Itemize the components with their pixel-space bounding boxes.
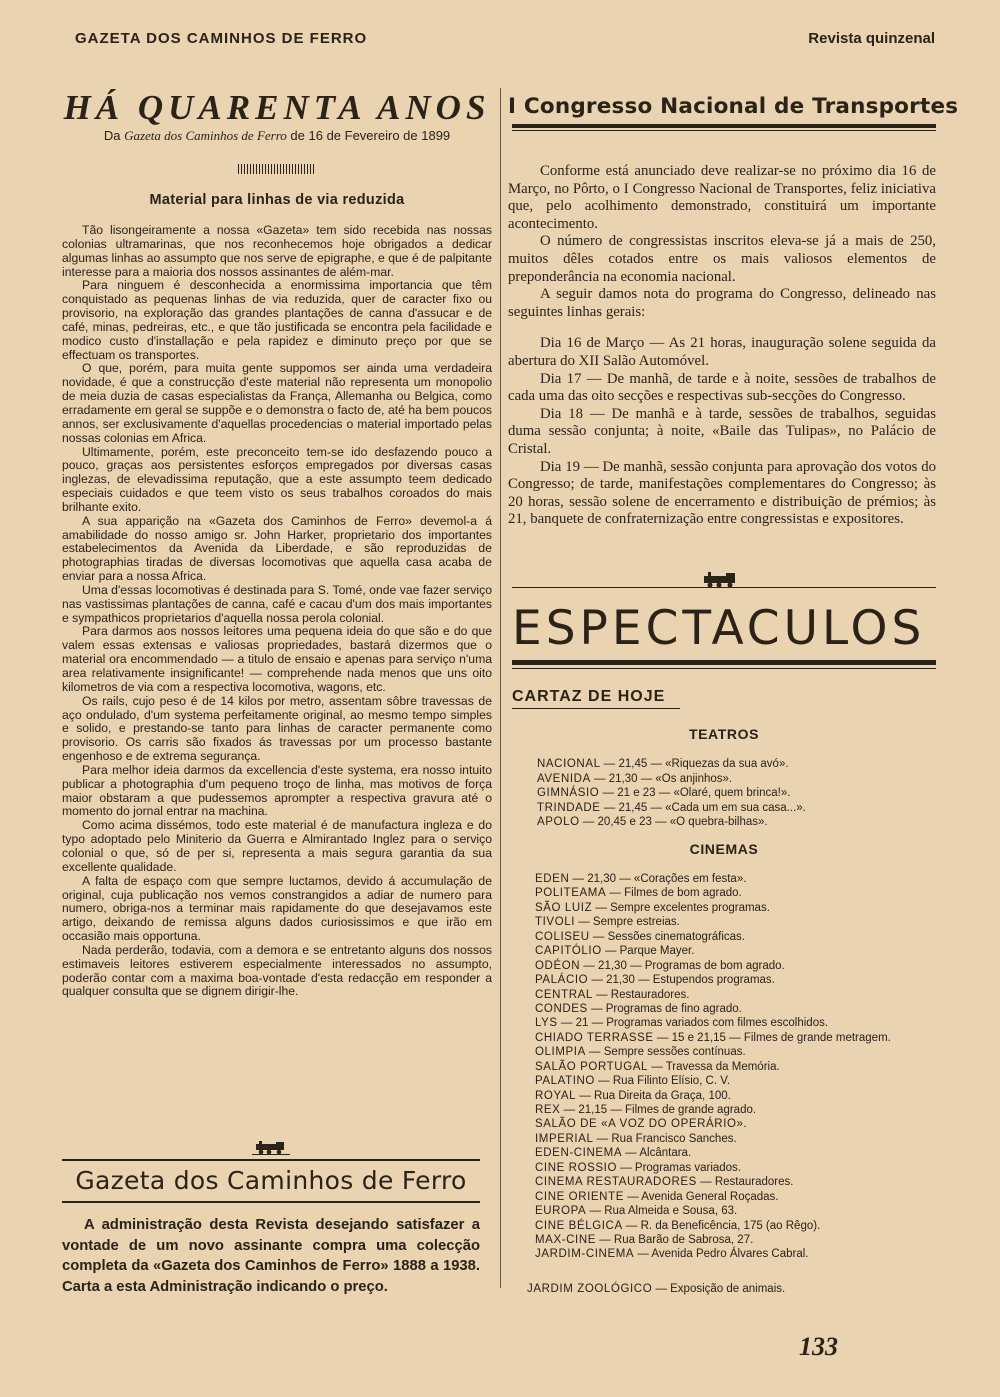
article-paragraph: Os rails, cujo peso é de 14 kilos por metro, assentam sôbre travessas de aço ondulado, d'um systema perfeitamente original, ao mesmo tempo simples e solido, e prestando-se tanto para linhas de caracter permanente como provisorio. Os carris são fixados ás travessas por um processo bastante engenhoso e de extrema segurança. xyxy=(62,693,492,764)
journal-name: GAZETA DOS CAMINHOS DE FERRO xyxy=(75,30,368,47)
venue-info: — 21,30 — «Corações em festa». xyxy=(569,873,747,885)
congress-paragraph: Conforme está anunciado deve realizar-se no próximo dia 16 de Março, no Pôrto, o I Congresso Nacional de Transportes, feliz iniciativa que, pelo acolhimento demonstrado, constituirá um importante acontecimento. xyxy=(508,163,936,232)
congress-paragraph: O número de congressistas inscritos eleva-se já a mais de 250, muitos dêles cotados entre os mais valiosos elementos de preponderância na economia nacional. xyxy=(508,233,936,285)
listing-row xyxy=(535,1219,891,1233)
listing-row xyxy=(535,886,891,900)
spectacles-top-rule xyxy=(512,587,936,588)
cartaz-rule xyxy=(512,708,680,709)
listing-row xyxy=(535,973,891,987)
venue-info: — Rua Barão de Sabrosa, 27. xyxy=(596,1233,754,1246)
venue-name: CINE ORIENTE xyxy=(535,1190,624,1203)
listing-row xyxy=(535,1074,891,1088)
running-header xyxy=(75,30,935,52)
venue-name: NACIONAL xyxy=(537,758,601,770)
venue-name: ROYAL xyxy=(535,1089,577,1102)
cartaz-wrap xyxy=(512,688,940,706)
venue-name: PALÁCIO xyxy=(535,974,589,987)
listing-row xyxy=(535,1031,891,1045)
venue-name: EUROPA xyxy=(535,1205,587,1218)
venue-info: — 21 e 23 — «Olaré, quem brinca!». xyxy=(599,787,791,800)
venue-info: — Rua Francisco Sanches. xyxy=(593,1132,737,1145)
venue-info: — Avenida Pedro Álvares Cabral. xyxy=(634,1248,809,1261)
listing-row xyxy=(535,944,891,958)
venue-name: ODÉON xyxy=(535,959,581,972)
program-item: Dia 16 de Março — As 21 horas, inauguração solene seguida da abertura do XII Salão Automóvel. xyxy=(508,335,936,369)
venue-info: — Restauradores. xyxy=(696,1176,794,1189)
notice-paragraph: A administração desta Revista desejando satisfazer a vontade de um novo assinante compra uma colecção completa da «Gazeta dos Caminhos de Ferro» 1888 a 1938. Carta a esta Administração indicando o preço. xyxy=(62,1217,480,1295)
venue-info: — 20,45 e 23 — «O quebra-bilhas». xyxy=(579,816,768,829)
listing-row xyxy=(535,1016,891,1030)
article-paragraph: Para darmos aos nossos leitores uma pequena ideia do que são e do que valem essas extensas e valiosas propriedades, bastará dizermos que o material ora encommendado — a titulo de ensaio e apenas para serviço n'uma area relativamente insignificante! — comprehende nada menos que uns oito kilometros de via com a respectiva locomotiva, wagons, etc. xyxy=(62,624,492,694)
listing-row xyxy=(537,801,806,816)
venue-name: CENTRAL xyxy=(535,988,593,1001)
venue-info: — Sempre excelentes programas. xyxy=(592,901,770,914)
locomotive-ornament-left xyxy=(252,1141,290,1155)
venue-info: — R. da Beneficência, 175 (ao Rêgo). xyxy=(622,1219,821,1232)
source-prefix: Da xyxy=(103,128,125,143)
listing-row xyxy=(535,1045,891,1059)
venue-info: — Rua Direita da Graça, 100. xyxy=(576,1089,731,1102)
venue-info: — 21 — Programas variados com filmes escolhidos. xyxy=(557,1017,829,1030)
venue-name: OLIMPIA xyxy=(535,1046,586,1059)
congress-title-rule xyxy=(512,124,936,128)
congress-body xyxy=(508,163,936,529)
venue-info: — Rua Filinto Elísio, C. V. xyxy=(594,1075,731,1088)
listing-row xyxy=(535,1089,891,1103)
notice-title: Gazeta dos Caminhos de Ferro xyxy=(75,1166,467,1195)
page-number: 133 xyxy=(799,1332,838,1361)
venue-name: CINE ROSSIO xyxy=(535,1161,618,1174)
venue-name: EDEN xyxy=(535,873,570,885)
venue-info: — Programas variados. xyxy=(617,1161,742,1174)
cinemas-heading: CINEMAS xyxy=(689,841,759,857)
zoo-name: JARDIM ZOOLÓGICO xyxy=(527,1283,653,1295)
venue-info: — Sempre sessões contínuas. xyxy=(585,1046,746,1059)
congress-title: I Congresso Nacional de Transportes xyxy=(508,94,959,119)
periodicity: Revista quinzenal xyxy=(808,30,935,47)
article-body xyxy=(62,224,492,999)
venue-info: — Avenida General Roçadas. xyxy=(624,1190,779,1203)
spectacles-rule-thin xyxy=(512,668,936,669)
listing-row xyxy=(535,1204,891,1218)
venue-info: — Sempre estreias. xyxy=(575,916,680,929)
article-paragraph: Para ninguem é desconhecida a enormissima importancia que têm conquistado as pequenas linhas de via reduzida, quer de caracter fixo ou provisorio, na exploração das grandes plantações de canna d'assucar e de café, minas, pedreiras, etc., e que tão justificada se encontra pela facilidade e modico custo d'installação e pela rapidez e diminuto preço por que se effectuam os transportes. xyxy=(62,278,492,362)
article-paragraph: Como acima dissémos, todo este material é de manufactura ingleza e do typo adoptado pelo Miniterio da Guerra e Almirantado Inglez para o serviço colonial o que, só de per si, representa a mais segura garantia da sua excellente qualidade. xyxy=(62,818,492,874)
spectacles-title: ESPECTACULOS xyxy=(512,601,926,656)
venue-name: IMPERIAL xyxy=(535,1132,594,1145)
program-item: Dia 19 — De manhã, sessão conjunta para aprovação dos votos do Congresso; de tarde, manifestações complementares do Congresso; às 20 horas, sessão solene de encerramento e distribuição de prémios; às 21, banquete de confraternização entre congressistas e expositores. xyxy=(508,458,936,528)
venue-name: GIMNÁSIO xyxy=(537,787,600,800)
listing-row xyxy=(537,815,806,830)
listing-row xyxy=(535,1132,891,1146)
notice-title-rule xyxy=(62,1201,480,1203)
venue-name: SÃO LUIZ xyxy=(535,901,593,914)
article-paragraph: Para melhor ideia darmos da excellencia d'este systema, era nosso intuito publicar a photographia d'um pequeno troço de linha, mas motivos de força maior obstaram a que pudessemos aprompter a respectiva gravura até o momento do jornal entrar na machina. xyxy=(62,762,492,819)
congress-article xyxy=(508,94,959,119)
notice-text xyxy=(62,1215,480,1297)
venue-name: MAX-CINE xyxy=(535,1233,597,1246)
venue-info: — Alcântara. xyxy=(622,1147,692,1160)
article-subtitle: Material para linhas de via reduzida xyxy=(149,192,405,208)
article-paragraph: Tão lisongeiramente a nossa «Gazeta» tem sido recebida nas nossas colonias ultramarinas, que nos reconhecemos hoje obrigados a dedicar algumas linhas ao assumpto que nos serve de epigraphe, e que é de palpitante interesse para a maioria dos nossos assinantes de além-mar. xyxy=(62,223,492,279)
venue-name: CINE BÉLGICA xyxy=(535,1219,623,1232)
listing-row xyxy=(535,915,891,929)
source-italic: Gazeta dos Caminhos de Ferro xyxy=(124,128,287,143)
listing-row xyxy=(535,1161,891,1175)
article-title: HÁ QUARENTA ANOS xyxy=(63,88,491,127)
congress-paragraph: A seguir damos nota do programa do Congresso, delineado nas seguintes linhas gerais: xyxy=(508,286,936,320)
listing-row xyxy=(537,772,806,787)
cartaz-heading: CARTAZ DE HOJE xyxy=(512,688,666,705)
cinemas-wrap xyxy=(512,841,936,857)
source-suffix: de 16 de Fevereiro de 1899 xyxy=(286,128,451,143)
zoo-listing xyxy=(527,1283,785,1295)
cinemas-list xyxy=(535,872,891,1262)
venue-info: — 21,45 — «Cada um em sua casa...». xyxy=(600,801,806,814)
venue-info: — 21,15 — Filmes de grande agrado. xyxy=(560,1104,757,1116)
listing-row xyxy=(535,1247,891,1261)
listing-row xyxy=(535,1175,891,1189)
program-item: Dia 18 — De manhã e à tarde, sessões de trabalhos, seguidas duma sessão conjunta; à noite, «Baile das Tulipas», no Palácio de Cristal. xyxy=(508,405,936,457)
zoo-info: — Exposição de animais. xyxy=(652,1283,786,1295)
venue-name: TIVOLI xyxy=(535,916,576,929)
listing-row xyxy=(537,757,806,772)
article-paragraph: Ultimamente, porém, este preconceito tem-se ido desfazendo pouco a pouco, graças aos persistentes esforços empregados por diversas casas inglezas, de elevadissima reputação, que a este assumpto teem dedicado especiais cuidados e que teem visto os seus trabalhos coroados do mais brilhante exito. xyxy=(62,444,492,514)
listing-row xyxy=(535,988,891,1002)
listing-row xyxy=(535,1117,891,1131)
teatros-wrap xyxy=(512,726,936,742)
venue-name: EDEN-CINEMA xyxy=(535,1147,623,1160)
article-paragraph: O que, porém, para muita gente suppomos ser ainda uma verdadeira novidade, é que a construcção d'este material não representa um monopolio de meia duzia de casas especialistas da França, Allemanha ou Belgica, como erradamente em geral se suppõe e o demonstra o facto de, até ha bem poucos annos, ser exclusivamente d'aquellas procedencias o material importado pelas nossas colonias em Africa. xyxy=(62,361,492,445)
venue-info: — 15 e 21,15 — Filmes de grande metragem. xyxy=(653,1031,891,1044)
venue-info: — Sessões cinematográficas. xyxy=(589,930,746,943)
notice-top-rule xyxy=(62,1159,480,1161)
venue-info: — Restauradores. xyxy=(592,988,690,1001)
venue-info: — Filmes de bom agrado. xyxy=(606,887,742,900)
venue-name: COLISEU xyxy=(535,930,590,943)
listing-row xyxy=(535,1002,891,1016)
venue-name: PALATINO xyxy=(535,1075,595,1088)
left-article xyxy=(62,88,492,999)
venue-name: JARDIM-CINEMA xyxy=(535,1248,635,1261)
listing-row xyxy=(537,786,806,801)
listing-row xyxy=(535,1060,891,1074)
venue-name: CINEMA RESTAURADORES xyxy=(535,1176,697,1189)
congress-title-rule-thin xyxy=(512,130,936,131)
venue-info: — Parque Mayer. xyxy=(601,945,695,958)
listing-row xyxy=(535,1146,891,1160)
venue-info: — 21,30 — Estupendos programas. xyxy=(588,974,775,987)
ornament-bar xyxy=(238,164,316,174)
venue-name: SALÃO DE «A VOZ DO OPERÁRIO» xyxy=(535,1118,744,1131)
venue-info: — 21,30 — «Os anjinhos». xyxy=(590,772,733,785)
venue-name: AVENIDA xyxy=(537,772,591,785)
spectacles-rule xyxy=(512,660,936,665)
venue-name: TRINDADE xyxy=(537,801,601,814)
article-paragraph: Nada perderão, todavia, com a demora e se entretanto alguns dos nossos estimaveis leitores estiverem especialmente interessados no assumpto, poderão contar com a maxima boa-vontade d'esta redacção em responder a qualquer consulta que se dignem dirigir-lhe. xyxy=(62,942,492,999)
venue-name: POLITEAMA xyxy=(535,887,607,900)
venue-name: CAPITÓLIO xyxy=(535,945,602,958)
listing-row xyxy=(535,901,891,915)
venue-name: LYS xyxy=(535,1017,558,1030)
venue-info: — Rua Almeida e Sousa, 63. xyxy=(586,1205,738,1218)
venue-info: — 21,45 — «Riquezas da sua avó». xyxy=(600,758,789,770)
locomotive-ornament-right xyxy=(700,572,742,588)
venue-name: CHIADO TERRASSE xyxy=(535,1031,654,1044)
column-divider xyxy=(500,88,501,1288)
venue-name: CONDES xyxy=(535,1002,588,1015)
article-paragraph: Uma d'essas locomotivas é destinada para S. Tomé, onde vae fazer serviço nas vastissimas plantações de canna, café e cacau d'um dos mais importantes e sympathicos proprietarios d'aquella nossa perola colonial. xyxy=(62,582,492,625)
spectacles-title-wrap xyxy=(512,601,940,656)
venue-info: . xyxy=(743,1118,747,1131)
listing-row xyxy=(535,1103,891,1117)
venue-name: REX xyxy=(535,1104,561,1116)
listing-row xyxy=(535,1190,891,1204)
program-item: Dia 17 — De manhã, de tarde e à noite, sessões de trabalhos de cada uma das oito secções e respectivas sub-secções do Congresso. xyxy=(508,370,936,405)
listing-row xyxy=(535,959,891,973)
venue-name: APOLO xyxy=(537,816,580,829)
listing-row xyxy=(535,1233,891,1247)
teatros-heading: TEATROS xyxy=(688,726,760,742)
venue-name: SALÃO PORTUGAL xyxy=(535,1060,649,1073)
article-source xyxy=(62,128,492,144)
listing-row xyxy=(535,930,891,944)
article-paragraph: A sua apparição na «Gazeta dos Caminhos de Ferro» devemol-a á amabilidade do nosso amigo sr. John Harker, proprietario dos importantes estabelecimentos da Avenida da Liberdade, e são reproduzidas de photographias tiradas de diversas locomotivas que aquella casa acaba de enviar para a nossa Africa. xyxy=(62,513,492,584)
listing-row xyxy=(535,872,891,886)
venue-info: — Travessa da Memória. xyxy=(648,1060,780,1073)
venue-info: — 21,30 — Programas de bom agrado. xyxy=(580,959,785,972)
teatros-list xyxy=(537,757,806,830)
article-paragraph: A falta de espaço com que sempre luctamos, devido á accumulação de original, cuja publicação nos vemos constrangidos a adiar de numero para numero, obriga-nos a terminar mais rapidamente do que desejavamos este artigo, deixando de remissa alguns dados curiosissimos e que irão em occasião mais opportuna. xyxy=(62,873,492,944)
venue-info: — Programas de fino agrado. xyxy=(587,1002,742,1015)
